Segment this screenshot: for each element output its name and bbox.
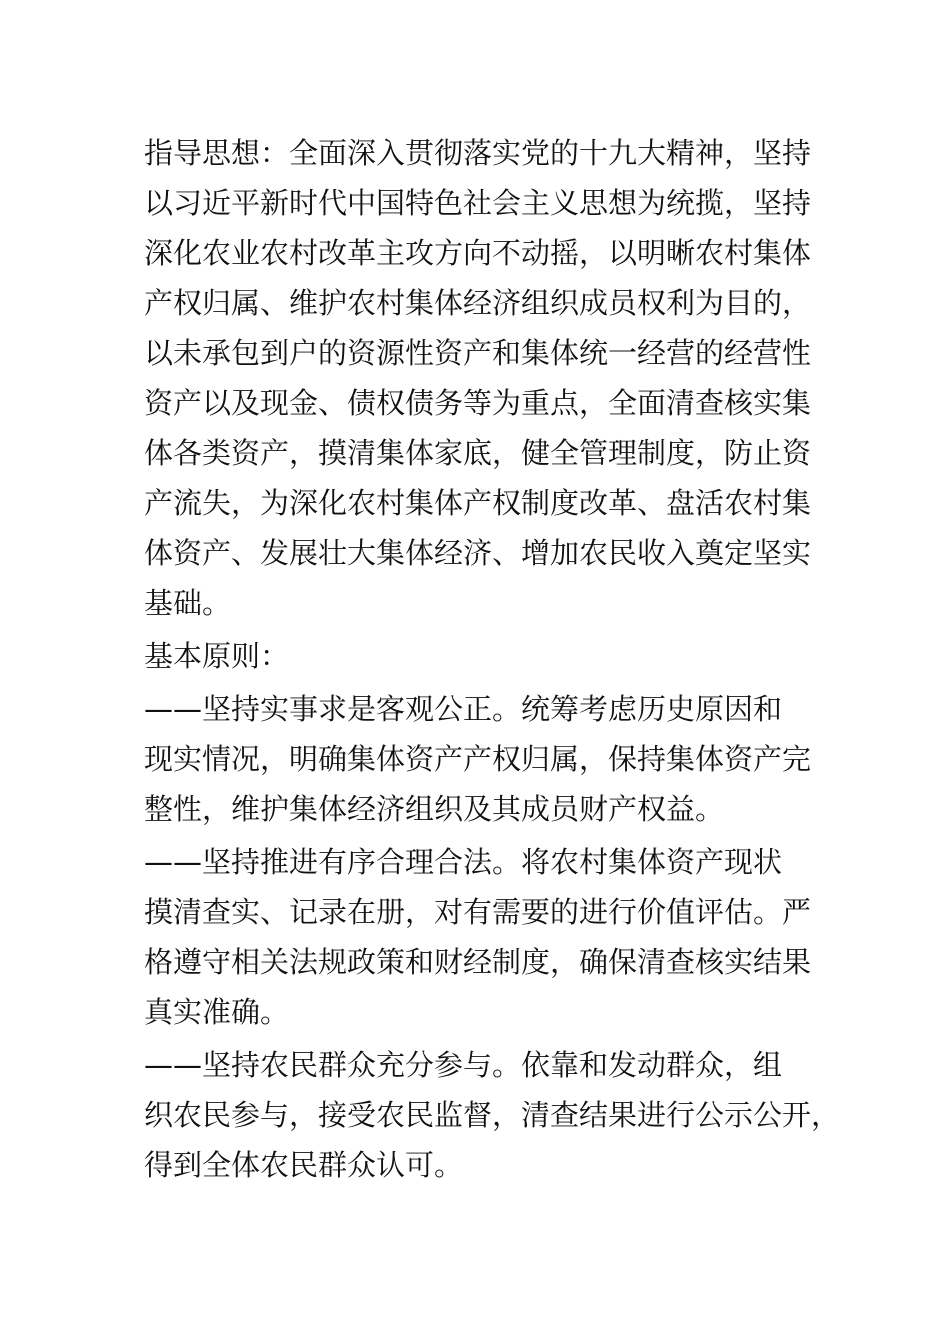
paragraph-line: 指导思想：全面深入贯彻落实党的十九大精神，坚持 <box>144 136 812 170</box>
guiding-ideology-paragraph <box>144 128 824 628</box>
paragraph-line: 织农民参与，接受农民监督，清查结果进行公示公开， <box>144 1098 841 1132</box>
paragraph-line: 体各类资产，摸清集体家底，健全管理制度，防止资 <box>144 436 812 470</box>
principle-paragraph-3 <box>144 1040 841 1190</box>
paragraph-line: 深化农业农村改革主攻方向不动摇，以明晰农村集体 <box>144 236 812 270</box>
paragraph-line: 产权归属、维护农村集体经济组织成员权利为目的， <box>144 286 812 320</box>
paragraph-line: 摸清查实、记录在册，对有需要的进行价值评估。严 <box>144 895 812 929</box>
paragraph-line: 资产以及现金、债权债务等为重点，全面清查核实集 <box>144 386 812 420</box>
paragraph-line: 整性，维护集体经济组织及其成员财产权益。 <box>144 792 725 826</box>
paragraph-line: 现实情况，明确集体资产产权归属，保持集体资产完 <box>144 742 812 776</box>
paragraph-line: 基础。 <box>144 586 232 620</box>
principle-paragraph-2 <box>144 837 824 1037</box>
paragraph-line: 以未承包到户的资源性资产和集体统一经营的经营性 <box>144 336 812 370</box>
paragraph-line: ——坚持推进有序合理合法。将农村集体资产现状 <box>144 845 783 879</box>
document-body <box>144 128 841 1190</box>
principle-paragraph-1 <box>144 684 824 834</box>
paragraph-line: 得到全体农民群众认可。 <box>144 1148 464 1182</box>
paragraph-line: 以习近平新时代中国特色社会主义思想为统揽，坚持 <box>144 186 812 220</box>
paragraph-line: ——坚持实事求是客观公正。统筹考虑历史原因和 <box>144 692 783 726</box>
paragraph-line: 格遵守相关法规政策和财经制度，确保清查核实结果 <box>144 945 812 979</box>
paragraph-line: 体资产、发展壮大集体经济、增加农民收入奠定坚实 <box>144 536 812 570</box>
paragraph-line: ——坚持农民群众充分参与。依靠和发动群众，组 <box>144 1048 783 1082</box>
paragraph-line: 真实准确。 <box>144 995 290 1029</box>
paragraph-line: 产流失，为深化农村集体产权制度改革、盘活农村集 <box>144 486 812 520</box>
principles-heading: 基本原则： <box>144 639 290 673</box>
